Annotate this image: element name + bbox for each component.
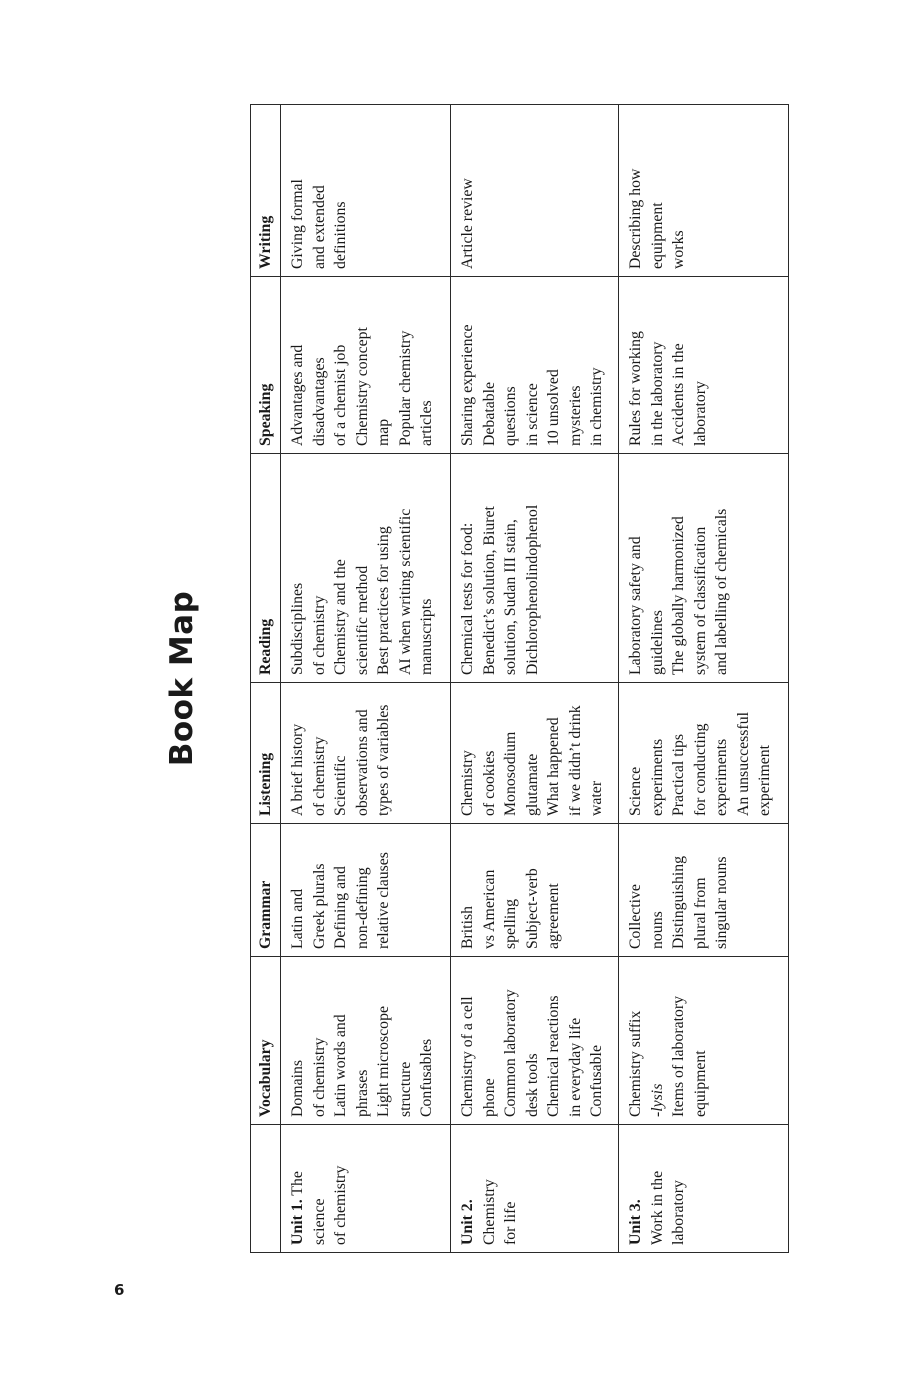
- listening-cell: A brief history of chemistry Scientific observations and types of variables: [281, 683, 451, 824]
- speaking-cell: Sharing experience Debatable questions in science 10 unsolved mysteries in chemistry: [451, 277, 619, 454]
- vocabulary-cell: Chemistry suffix -lysis Items of laboratory equipment: [619, 957, 789, 1125]
- unit-title-cell: Unit 3. Work in the laboratory: [619, 1125, 789, 1253]
- reading-cell: Laboratory safety and guidelines The globally harmonized system of classification and labelling of chemicals: [619, 454, 789, 683]
- speaking-cell: Advantages and disadvantages of a chemist job Chemistry concept map Popular chemistry articles: [281, 277, 451, 454]
- writing-cell: Describing how equipment works: [619, 105, 789, 277]
- reading-cell: Chemical tests for food: Benedict’s solution, Biuret solution, Sudan III stain, Dichlorophenolindophenol: [451, 454, 619, 683]
- header-cell-vocabulary: Vocabulary: [251, 957, 281, 1125]
- header-cell-unit: [251, 1125, 281, 1253]
- header-cell-grammar: Grammar: [251, 824, 281, 957]
- unit-title-cell: Unit 2. Chemistry for life: [451, 1125, 619, 1253]
- header-cell-listening: Listening: [251, 683, 281, 824]
- unit-row: [619, 105, 789, 1253]
- vocabulary-cell: Chemistry of a cell phone Common laboratory desk tools Chemical reactions in everyday life Confusable: [451, 957, 619, 1125]
- book-map-table: [250, 104, 789, 1253]
- unit-row: [451, 105, 619, 1253]
- header-row: [251, 105, 281, 1253]
- book-map-rotated-region: [164, 104, 789, 1253]
- page-title: Book Map: [164, 590, 200, 767]
- vocabulary-cell: Domains of chemistry Latin words and phrases Light microscope structure Confusables: [281, 957, 451, 1125]
- speaking-cell: Rules for working in the laboratory Accidents in the laboratory: [619, 277, 789, 454]
- unit-row: [281, 105, 451, 1253]
- header-cell-reading: Reading: [251, 454, 281, 683]
- grammar-cell: British vs American spelling Subject-verb agreement: [451, 824, 619, 957]
- listening-cell: Science experiments Practical tips for conducting experiments An unsuccessful experiment: [619, 683, 789, 824]
- reading-cell: Subdisciplines of chemistry Chemistry and the scientific method Best practices for using AI when writing scientific manuscripts: [281, 454, 451, 683]
- grammar-cell: Collective nouns Distinguishing plural from singular nouns: [619, 824, 789, 957]
- header-cell-speaking: Speaking: [251, 277, 281, 454]
- writing-cell: Giving formal and extended definitions: [281, 105, 451, 277]
- header-cell-writing: Writing: [251, 105, 281, 277]
- page-number: 6: [114, 1281, 125, 1299]
- unit-title-cell: Unit 1. The science of chemistry: [281, 1125, 451, 1253]
- grammar-cell: Latin and Greek plurals Defining and non-defining relative clauses: [281, 824, 451, 957]
- writing-cell: Article review: [451, 105, 619, 277]
- listening-cell: Chemistry of cookies Monosodium glutamate What happened if we didn’t drink water: [451, 683, 619, 824]
